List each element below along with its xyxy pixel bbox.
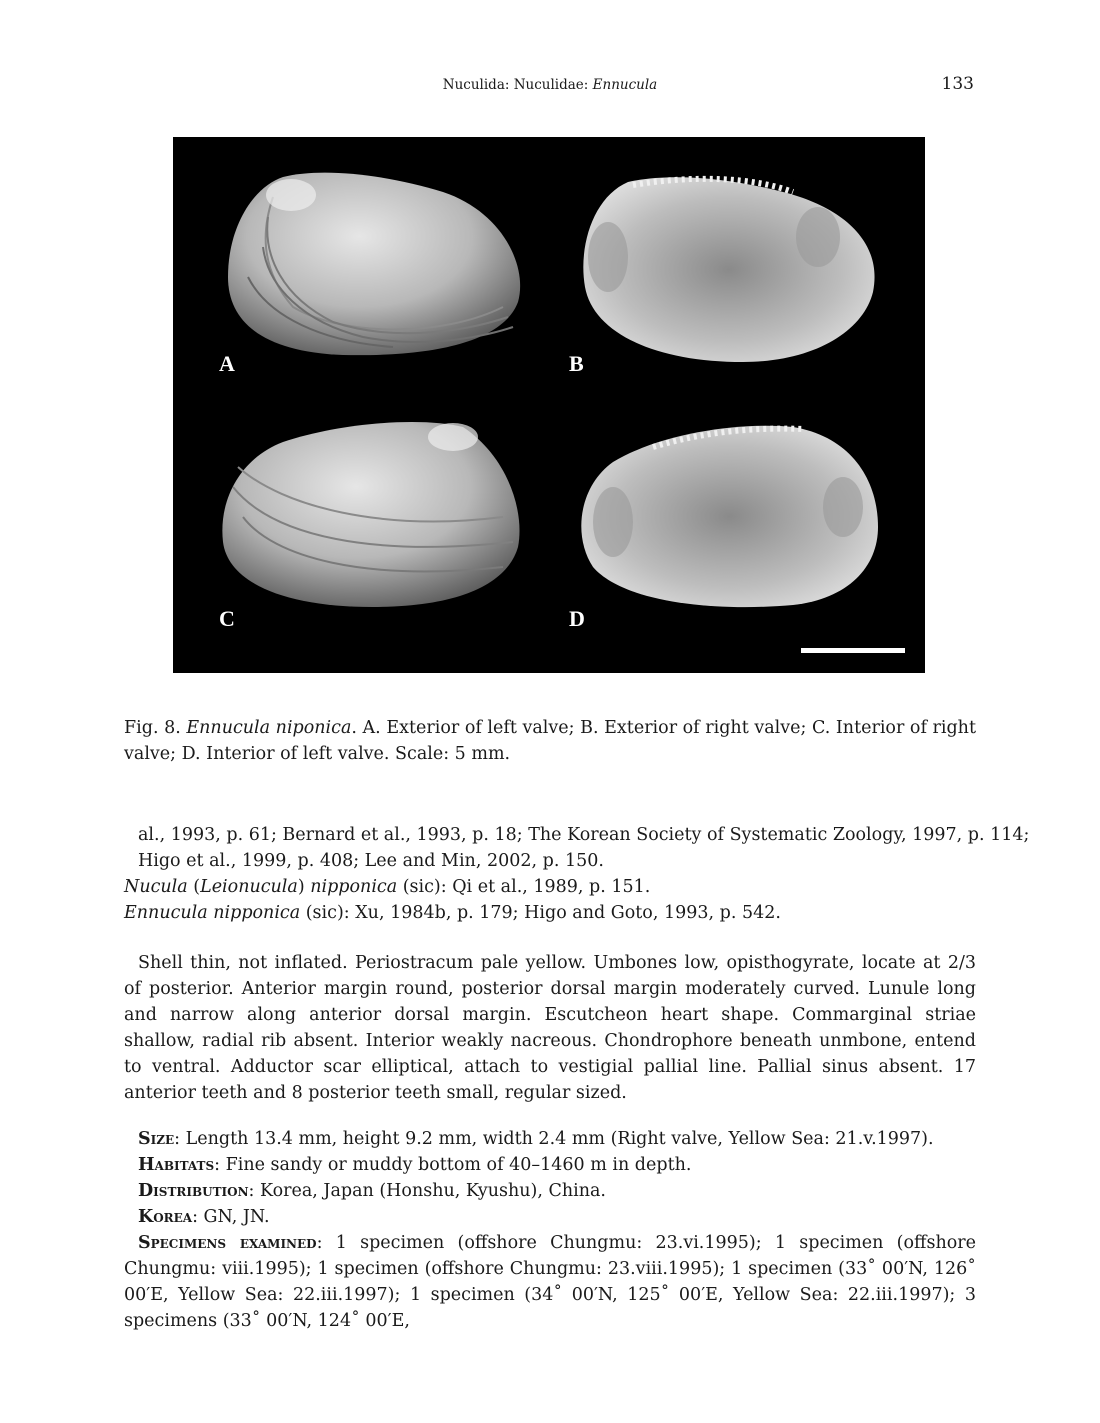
shell-b-interior	[583, 177, 874, 362]
size-text: : Length 13.4 mm, height 9.2 mm, width 2.4 mm (Right valve, Yellow Sea: 21.v.1997).	[174, 1129, 934, 1149]
habitats-text: : Fine sandy or muddy bottom of 40–1460 m in depth.	[214, 1155, 692, 1175]
panel-label-c: C	[219, 606, 235, 631]
habitats-label: Habitats	[138, 1155, 215, 1175]
distribution-text: : Korea, Japan (Honshu, Kyushu), China.	[248, 1181, 606, 1201]
size-label: Size	[138, 1129, 175, 1149]
shell-d-interior	[581, 426, 878, 607]
panel-label-a: A	[219, 351, 235, 376]
synonym-text: (sic): Xu, 1984b, p. 179; Higo and Goto, 1993, p. 542.	[300, 903, 781, 923]
synonym-line	[124, 900, 976, 926]
synonymy-list	[124, 822, 1030, 926]
korea-label: Korea	[138, 1207, 193, 1227]
korea-text: : GN, JN.	[192, 1207, 270, 1227]
synonym-text: (	[187, 877, 201, 897]
species-details	[124, 1126, 976, 1334]
shell-c-exterior	[222, 422, 519, 607]
panel-label-b: B	[569, 351, 584, 376]
running-head-text: Nuculida: Nuculidae:	[442, 77, 593, 93]
korea-entry	[124, 1204, 976, 1230]
running-head	[0, 77, 1100, 93]
synonym-binomial: Ennucula nipponica	[124, 903, 301, 923]
page-number: 133	[941, 74, 974, 94]
scale-bar	[801, 648, 905, 653]
synonym-species: nipponica	[310, 877, 398, 897]
synonym-subgenus: Leionucula	[200, 877, 298, 897]
habitats-entry	[124, 1152, 976, 1178]
synonym-text: (sic): Qi et al., 1989, p. 151.	[397, 877, 651, 897]
synonym-text: )	[297, 877, 311, 897]
figure-plate	[173, 137, 925, 673]
figure-caption	[124, 715, 976, 767]
distribution-entry	[124, 1178, 976, 1204]
shell-a-exterior	[228, 173, 520, 356]
synonym-line	[124, 874, 976, 900]
shell-photographs	[173, 137, 925, 673]
specimens-entry	[124, 1230, 976, 1334]
distribution-label: Distribution	[138, 1181, 249, 1201]
synonym-genus: Nucula	[124, 877, 188, 897]
size-entry	[124, 1126, 976, 1152]
caption-label: Fig. 8.	[124, 718, 187, 738]
caption-text: . A. Exterior of left valve; B. Exterior of right valve; C. Interior of right valve; D. Interior of left valve. Scale: 5 mm.	[124, 718, 976, 764]
synonym-line: Higo et al., 1999, p. 408; Lee and Min, 2002, p. 150.	[138, 851, 604, 871]
specimens-text: : 1 specimen (offshore Chungmu: 23.vi.1995); 1 specimen (offshore Chungmu: viii.1995); 1 specimen (offshore Chungmu: 23.viii.1995); 1 specimen (33˚ 00′N, 126˚ 00′E, Yellow Sea: 22.iii.1997); 1 specimen (34˚ 00′N, 125˚ 00′E, Yellow Sea: 22.iii.1997); 3 specimens (33˚ 00′N, 124˚ 00′E,	[124, 1233, 976, 1331]
species-description: Shell thin, not inflated. Periostracum pale yellow. Umbones low, opisthogyrate, locate at 2/3 of posterior. Anterior margin round, posterior dorsal margin moderately curved. Lunule long and narrow along anterior dorsal margin. Escutcheon heart shape. Commarginal striae shallow, radial rib absent. Interior weakly nacreous. Chondrophore beneath unmbone, entend to ventral. Adductor scar elliptical, attach to vestigial pallial line. Pallial sinus absent. 17 anterior teeth and 8 posterior teeth small, regular sized.	[124, 953, 976, 1103]
running-head-genus: Ennucula	[592, 77, 658, 93]
specimens-label: Specimens examined	[138, 1233, 317, 1253]
synonym-line: al., 1993, p. 61; Bernard et al., 1993, p. 18; The Korean Society of Systematic Zoology, 1997, p. 114;	[138, 825, 1030, 845]
panel-label-d: D	[569, 606, 585, 631]
caption-species: Ennucula niponica	[186, 718, 352, 738]
